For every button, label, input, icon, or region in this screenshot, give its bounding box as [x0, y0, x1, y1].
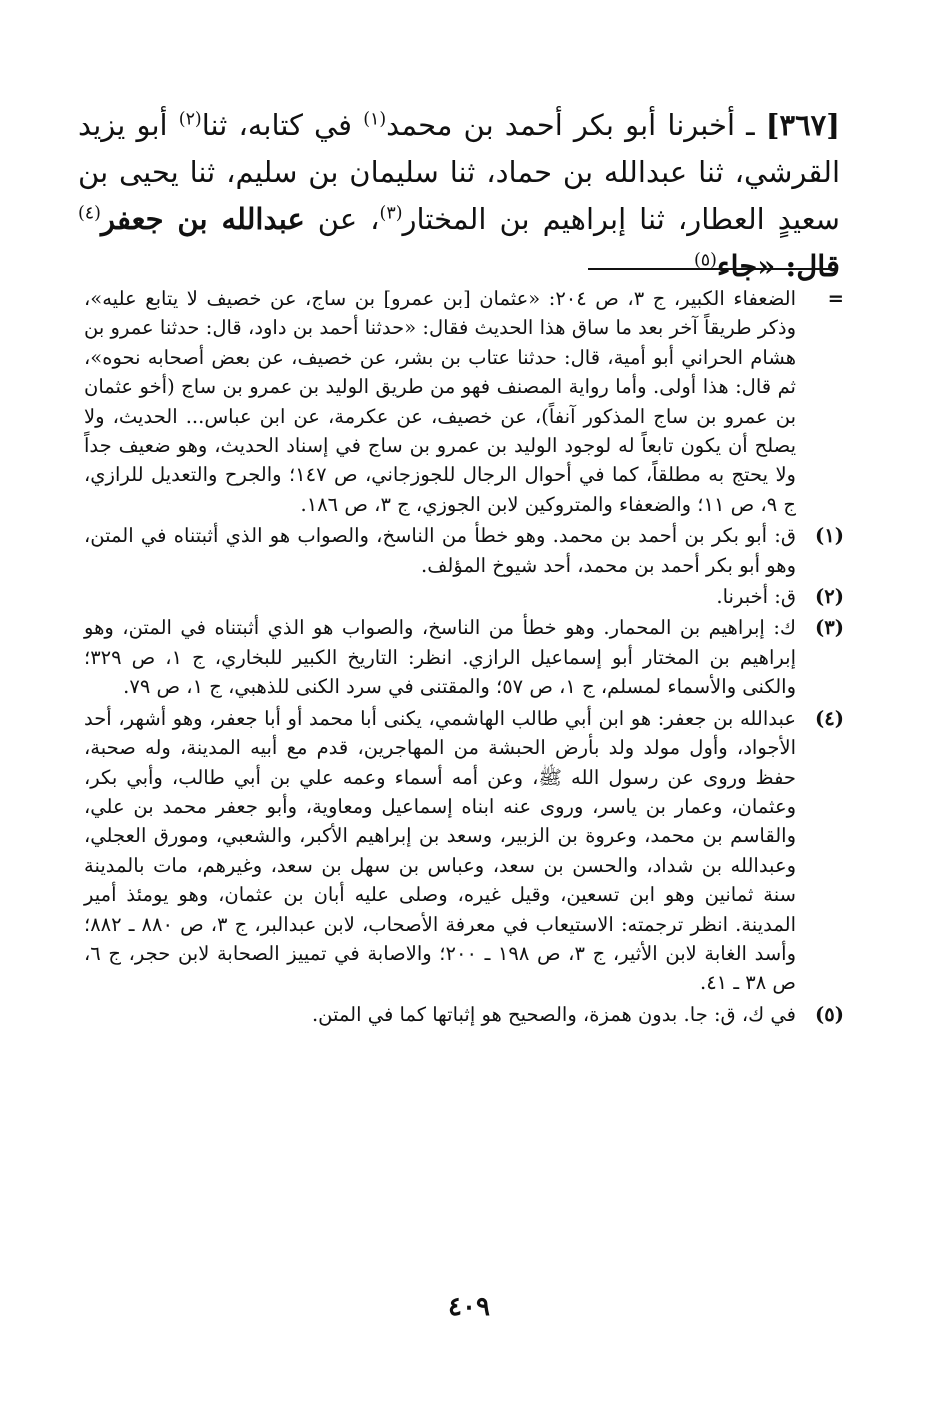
footnote-2: [84, 582, 844, 611]
footnote-5: [84, 1000, 844, 1029]
footnote-ref-1: (١): [363, 109, 387, 130]
footnote-marker: =: [827, 287, 844, 310]
footnote-ref-3: (٣): [379, 203, 403, 224]
footnote-text: عبدالله بن جعفر: هو ابن أبي طالب الهاشمي، يكنى أبا محمد أو أبا جعفر، وهو أشهر، أحد الأجواد، وأول مولد ولد بأرض الحبشة من المهاجرين، قدم مع أبيه المدينة، وله صحبة، حفظ وروى عن رسول الله ﷺ، وعن أمه أسماء وعمه علي بن أبي طالب، وأبي بكر، وعثمان، وعمار بن ياسر، وروى عنه ابناه إسماعيل ومعاوية، وأبو جعفر محمد بن علي، والقاسم بن محمد، وعروة بن الزبير، وسعد بن إبراهيم الأكبر، والشعبي، ومورق العجلي، وعبدالله بن شداد، والحسن بن سعد، وعباس بن سهل بن سعد، وغيرهم، مات بالمدينة سنة ثمانين وهو ابن تسعين، وقيل غيره، وصلى عليه أبان بن عثمان، وهو يومئذ أمير المدينة. انظر ترجمته: الاستيعاب في معرفة الأصحاب، لابن عبدالبر، ج ٣، ص ٨٨٠ ـ ٨٨٢؛ وأسد الغابة لابن الأثير، ج ٣، ص ١٩٨ ـ ٢٠٠؛ والاصابة في تمييز الصحابة لابن حجر، ج ٦، ص ٣٨ ـ ٤١.: [84, 706, 796, 995]
footnote-number: (١): [815, 524, 844, 548]
hadith-quote-start: قال: «جاء: [716, 249, 840, 283]
footnote-continuation: [84, 284, 844, 519]
footnote-text: في ك، ق: جا. بدون همزة، والصحيح هو إثباتها كما في المتن.: [311, 1002, 796, 1026]
narrator-name: عبدالله بن جعفر: [100, 202, 305, 236]
footnote-4: [84, 704, 844, 998]
footnotes: [84, 284, 844, 1029]
hadith-number: [٣٦٧]: [765, 108, 840, 142]
footnote-divider: [588, 268, 838, 270]
footnote-ref-5: (٥): [693, 250, 717, 271]
hadith-text-part-3: أبو يزيد القرشي، ثنا عبدالله بن حماد، ثنا سليمان بن سليم، ثنا يحيى بن سعيدٍ العطار، ثنا إبراهيم بن المختار: [78, 108, 840, 236]
footnote-3: [84, 613, 844, 701]
hadith-text-part-1: ـ أخبرنا أبو بكر أحمد بن محمد: [386, 108, 755, 142]
footnote-number: (٤): [815, 706, 844, 730]
footnote-number: (٢): [815, 585, 844, 609]
footnote-text: ق: أبو بكر بن أحمد بن محمد. وهو خطأ من الناسخ، والصواب هو الذي أثبتناه في المتن، وهو أبو بكر أحمد بن محمد، أحد شيوخ المؤلف.: [84, 524, 796, 577]
footnote-1: [84, 521, 844, 580]
page-number: ٤٠٩: [448, 1292, 490, 1322]
hadith-text: [78, 102, 840, 290]
footnote-text: ك: إبراهيم بن المحمار. وهو خطأ من الناسخ، والصواب هو الذي أثبتناه في المتن، وهو إبراهيم بن المختار أبو إسماعيل الرازي. انظر: التاريخ الكبير للبخاري، ج ١، ص ٣٢٩؛ والكنى والأسماء لمسلم، ج ١، ص ٥٧؛ والمقتنى في سرد الكنى للذهبي، ج ١، ص ٧٩.: [84, 616, 796, 699]
footnote-number: (٣): [815, 616, 844, 640]
footnote-number: (٥): [815, 1002, 844, 1026]
footnote-ref-4: (٤): [78, 203, 101, 224]
hadith-text-part-2: في كتابه، ثنا: [201, 108, 364, 142]
footnote-text: الضعفاء الكبير، ج ٣، ص ٢٠٤: «عثمان [بن عمرو] بن ساج، عن خصيف لا يتابع عليه»، وذكر طريقاً آخر بعد ما ساق هذا الحديث فقال: «حدثنا أحمد بن داود، قال: حدثنا عمرو بن هشام الحراني أبو أمية، قال: حدثنا عتاب بن بشر، عن خصيف، عن بعض أصحابه نحوه»، ثم قال: هذا أولى. وأما رواية المصنف فهو من طريق الوليد بن عمرو بن ساج (أخو عثمان بن عمرو بن ساج المذكور آنفاً)، عن خصيف، عن عكرمة، عن ابن عباس... الحديث، ولا يصلح أن يكون تابعاً له لوجود الوليد بن عمرو بن ساج في إسناد الحديث، وهو ضعيف جداً ولا يحتج به مطلقاً، كما في أحوال الرجال للجوزجاني، ص ١٤٧؛ والجرح والتعديل للرازي، ج ٩، ص ١١؛ والضعفاء والمتروكين لابن الجوزي، ج ٣، ص ١٨٦.: [84, 287, 796, 516]
hadith-text-part-4: ، عن: [304, 202, 380, 236]
footnote-ref-2: (٢): [178, 109, 202, 130]
footnote-text: ق: أخبرنا.: [716, 585, 796, 609]
